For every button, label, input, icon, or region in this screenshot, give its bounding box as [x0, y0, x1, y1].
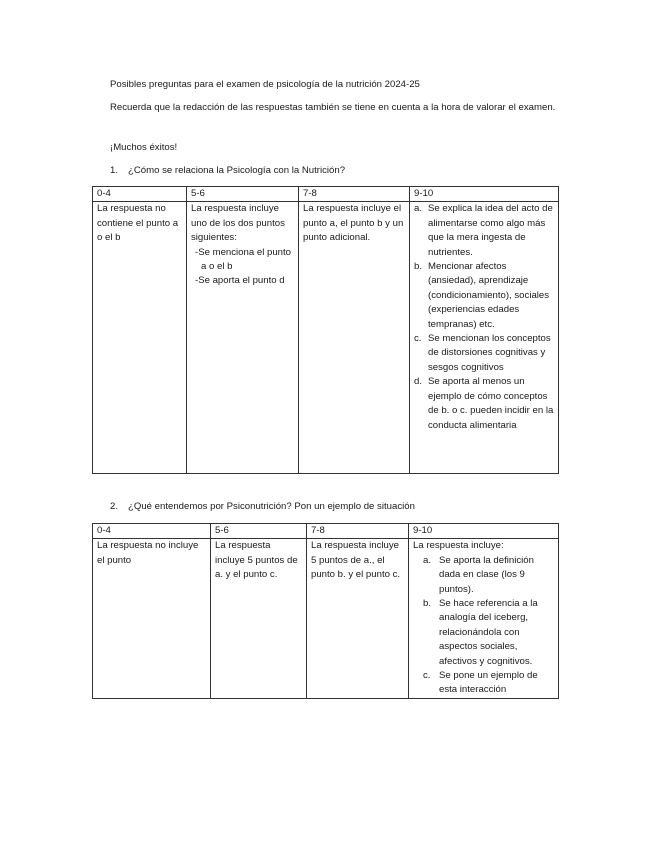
criteria-list-item: d. Se aporta al menos un ejemplo de cómo conceptos de b. o c. pueden incidir en la conducta alimentaria	[414, 376, 554, 431]
criteria-list-item: c. Se mencionan los conceptos de distorsiones cognitivas y sesgos cognitivos	[414, 333, 551, 373]
rubric-criteria-row	[93, 539, 559, 699]
criteria-5-6-item: -Se menciona el punto a o el b	[195, 246, 291, 273]
good-luck-message: ¡Muchos éxitos!	[110, 142, 178, 153]
rubric-criteria-row	[93, 202, 559, 474]
criteria-0-4: La respuesta no contiene el punto a o el b	[93, 202, 187, 474]
document-title: Posibles preguntas para el examen de psicología de la nutrición 2024-25	[110, 79, 420, 90]
criteria-7-8: La respuesta incluye 5 puntos de a., el punto b. y el punto c.	[307, 539, 409, 699]
score-column-7-8: 7-8	[299, 187, 410, 202]
criteria-5-6-intro: La respuesta incluye uno de los dos puntos siguientes:	[191, 203, 285, 244]
rubric-header-row	[93, 187, 559, 202]
score-column-7-8: 7-8	[307, 524, 409, 539]
criteria-7-8: La respuesta incluye el punto a, el punto b y un punto adicional.	[299, 202, 410, 474]
score-column-5-6: 5-6	[187, 187, 299, 202]
criteria-list-item: b. Se hace referencia a la analogía del iceberg, relacionándola con aspectos sociales, afectivos y cognitivos.	[423, 598, 538, 667]
criteria-9-10	[410, 202, 559, 474]
question-2-text: ¿Qué entendemos por Psiconutrición? Pon un ejemplo de situación	[128, 501, 415, 512]
criteria-5-6: La respuesta incluye 5 puntos de a. y el punto c.	[211, 539, 307, 699]
score-column-0-4: 0-4	[93, 187, 187, 202]
score-column-0-4: 0-4	[93, 524, 211, 539]
score-column-9-10: 9-10	[409, 524, 559, 539]
criteria-9-10-list	[414, 202, 554, 433]
question-2-rubric-table	[92, 523, 559, 699]
criteria-5-6	[187, 202, 299, 474]
question-1-rubric-table	[92, 186, 559, 474]
instructions-note: Recuerda que la redacción de las respuestas también se tiene en cuenta a la hora de valorar el examen.	[110, 102, 556, 113]
question-1-heading	[110, 164, 570, 178]
score-column-9-10: 9-10	[410, 187, 559, 202]
criteria-list-item: c. Se pone un ejemplo de esta interacción	[423, 670, 538, 696]
criteria-9-10-intro: La respuesta incluye:	[413, 540, 504, 552]
criteria-9-10	[409, 539, 559, 699]
criteria-9-10-list	[413, 554, 554, 698]
question-2-number: 2.	[110, 501, 119, 512]
rubric-header-row	[93, 524, 559, 539]
score-column-5-6: 5-6	[211, 524, 307, 539]
criteria-0-4: La respuesta no incluye el punto	[93, 539, 211, 699]
criteria-list-item: a. Se aporta la definición dada en clase (los 9 puntos).	[423, 554, 534, 595]
criteria-list-item: a. Se explica la idea del acto de alimentarse como algo más que la mera ingesta de nutrientes.	[414, 203, 553, 258]
question-2-heading	[110, 500, 570, 514]
question-1-number: 1.	[110, 165, 119, 176]
question-1-text: ¿Cómo se relaciona la Psicología con la Nutrición?	[128, 165, 346, 176]
criteria-list-item: b. Mencionar afectos (ansiedad), aprendizaje (condicionamiento), sociales (experiencias edades tempranas) etc.	[414, 261, 550, 330]
criteria-5-6-item: -Se aporta el punto d	[195, 275, 285, 287]
